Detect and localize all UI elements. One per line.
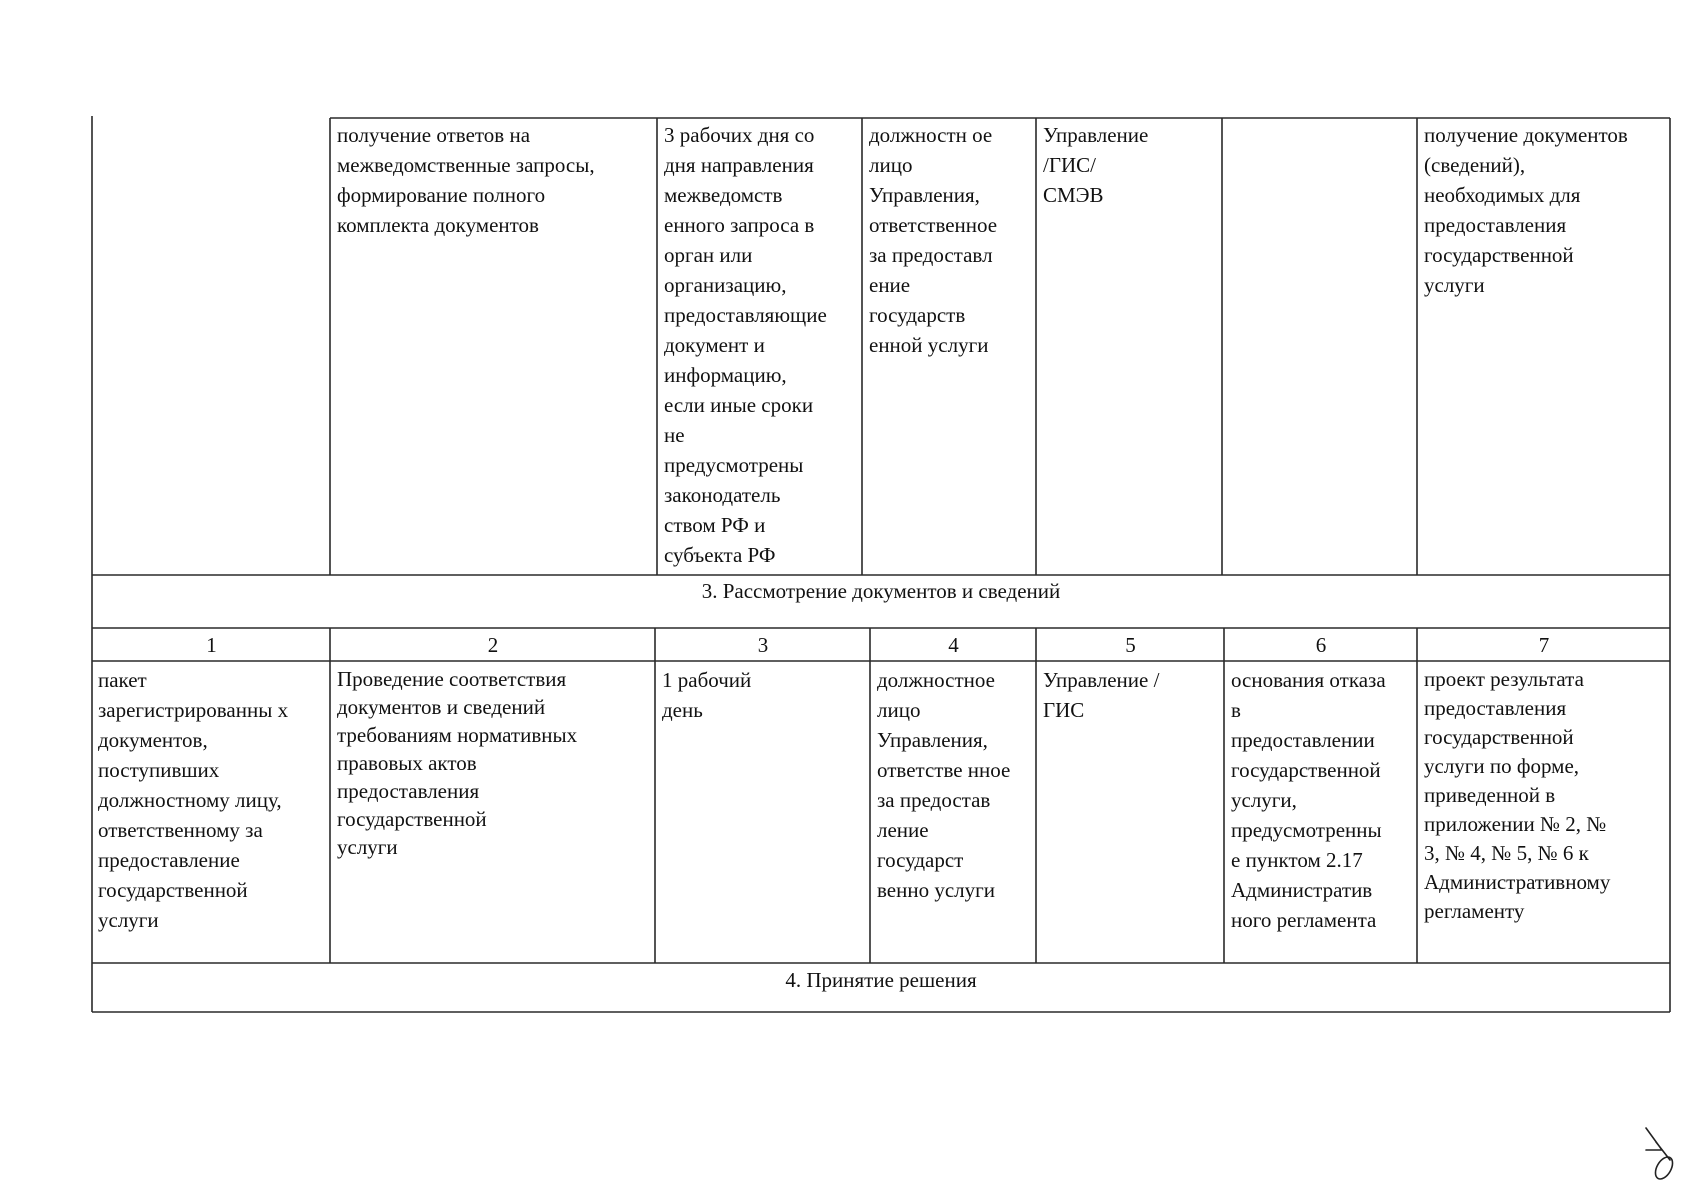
top-row-system-cell: Управление /ГИС/ СМЭВ xyxy=(1043,123,1149,207)
top-row-step-cell: получение ответов на межведомственные запросы, формирование полного комплекта документов xyxy=(337,123,595,237)
top-row-result-cell: получение документов (сведений), необходимых для предоставления государственной услуги xyxy=(1424,123,1628,297)
handwritten-page-number xyxy=(1640,1120,1680,1180)
top-row-responsible-cell: должностн ое лицо Управления, ответственное за предоставл ение государств енной услуги xyxy=(869,123,998,357)
section-4-title: 4. Принятие решения xyxy=(785,968,977,992)
section3-system-cell: Управление / ГИС xyxy=(1043,668,1160,722)
section-3-title: 3. Рассмотрение документов и сведений xyxy=(701,579,1061,603)
column-number-3: 3 xyxy=(757,633,769,657)
column-number-2: 2 xyxy=(487,633,499,657)
section3-criteria-cell: основания отказа в предоставлении государственной услуги, предусмотренны е пунктом 2.17 Административ ного регламента xyxy=(1231,668,1386,932)
column-number-4: 4 xyxy=(948,633,959,657)
column-number-5: 5 xyxy=(1125,633,1136,657)
top-row-criteria-cell xyxy=(1222,118,1417,575)
section3-deadline-cell: 1 рабочий день xyxy=(662,668,752,722)
section3-basis-cell: пакет зарегистрированны х документов, поступивших должностному лицу, ответственному за предоставление государственной услуги xyxy=(98,668,289,932)
column-number-7: 7 xyxy=(1538,633,1550,657)
section3-responsible-cell: должностное лицо Управления, ответстве нное за предостав ление государст венно услуги xyxy=(877,668,1011,902)
section3-result-cell: проект результата предоставления государственной услуги по форме, приведенной в приложении № 2, № 3, № 4, № 5, № 6 к Административному регламенту xyxy=(1424,667,1611,923)
page-number-drawing xyxy=(1640,1120,1680,1180)
column-number-1: 1 xyxy=(206,633,217,657)
column-number-6: 6 xyxy=(1315,633,1327,657)
top-row-deadline-cell: 3 рабочих дня со дня направления межведомств енного запроса в орган или организацию, предоставляющие документ и информацию, если иные сроки не предусмотрены законодатель ством РФ и субъекта РФ xyxy=(664,123,827,567)
section3-step-cell: Проведение соответствия документов и сведений требованиям нормативных правовых актов предоставления государственной услуги xyxy=(337,667,578,859)
